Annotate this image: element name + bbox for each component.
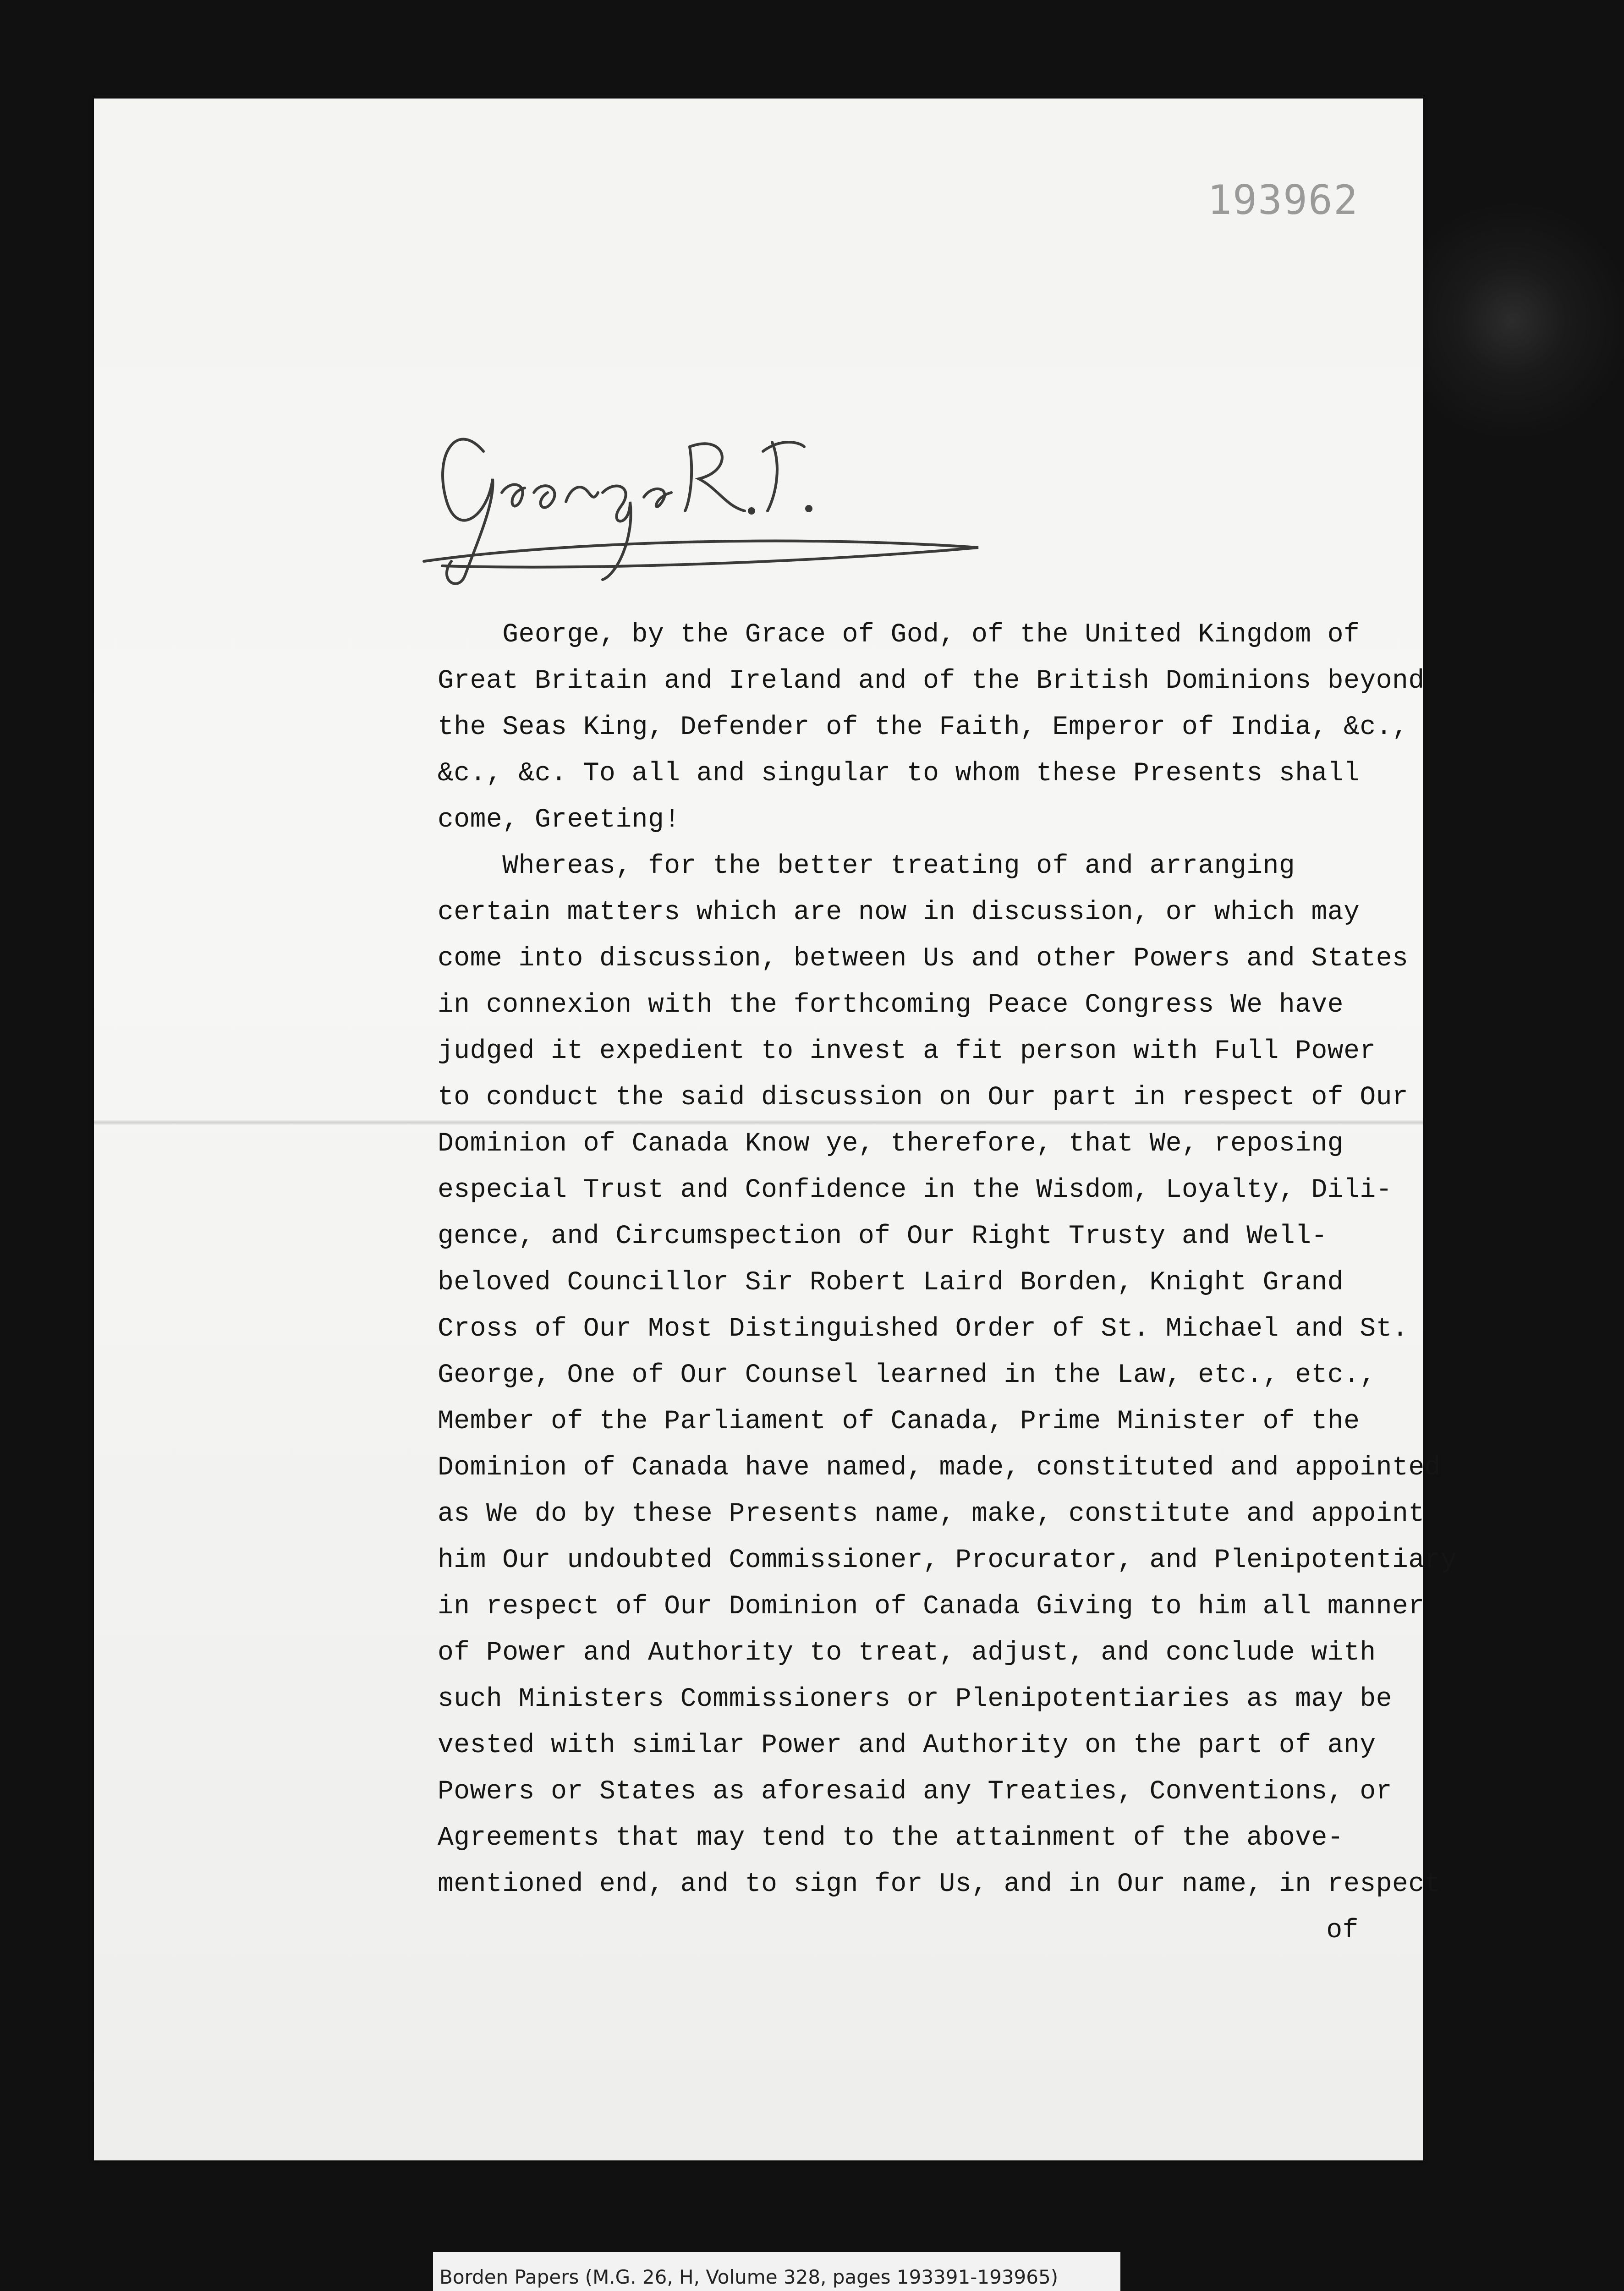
body-line: Whereas, for the better treating of and arranging [438, 851, 1295, 881]
document-page [94, 99, 1457, 2160]
body-line: Dominion of Canada have named, made, constituted and appointed [438, 1453, 1441, 1483]
catchword: of [1326, 1916, 1359, 1946]
body-line: mentioned end, and to sign for Us, and in Our name, in respect [438, 1869, 1441, 1899]
body-line: to conduct the said discussion on Our part in respect of Our [438, 1083, 1409, 1113]
body-line: come into discussion, between Us and other Powers and States [438, 944, 1409, 974]
body-line: him Our undoubted Commissioner, Procurator, and Plenipotentiary [438, 1546, 1457, 1575]
body-line: Cross of Our Most Distinguished Order of St. Michael and St. [438, 1314, 1409, 1344]
body-line: Dominion of Canada Know ye, therefore, that We, reposing [438, 1129, 1344, 1159]
body-line: as We do by these Presents name, make, constitute and appoint [438, 1499, 1425, 1529]
body-line: the Seas King, Defender of the Faith, Emperor of India, &c., [438, 713, 1409, 742]
body-line: Powers or States as aforesaid any Treaties, Conventions, or [438, 1777, 1393, 1807]
body-line: in respect of Our Dominion of Canada Giving to him all manner [438, 1592, 1425, 1622]
body-line: judged it expedient to invest a fit person with Full Power [438, 1036, 1376, 1066]
body-line: beloved Councillor Sir Robert Laird Borden, Knight Grand [438, 1268, 1344, 1298]
body-line: gence, and Circumspection of Our Right Trusty and Well- [438, 1222, 1328, 1251]
body-line: Agreements that may tend to the attainment of the above- [438, 1823, 1344, 1853]
proclamation-body [438, 612, 1457, 1954]
body-line: certain matters which are now in discussion, or which may [438, 898, 1360, 927]
folio-number: 193962 [1207, 176, 1359, 224]
archive-reference-label: Borden Papers (M.G. 26, H, Volume 328, pages 193391-193965) [433, 2252, 1120, 2291]
body-line: especial Trust and Confidence in the Wisdom, Loyalty, Dili- [438, 1175, 1393, 1205]
body-line: Member of the Parliament of Canada, Prime Minister of the [438, 1407, 1360, 1436]
body-line: come, Greeting! [438, 805, 680, 835]
body-line: of Power and Authority to treat, adjust, and conclude with [438, 1638, 1376, 1668]
body-line: &c., &c. To all and singular to whom these Presents shall [438, 759, 1360, 789]
royal-signature [415, 364, 1010, 603]
body-line: George, by the Grace of God, of the United Kingdom of [438, 620, 1360, 650]
body-line: George, One of Our Counsel learned in the Law, etc., etc., [438, 1360, 1376, 1390]
body-line: in connexion with the forthcoming Peace Congress We have [438, 990, 1344, 1020]
body-line: such Ministers Commissioners or Plenipotentiaries as may be [438, 1684, 1393, 1714]
body-line: Great Britain and Ireland and of the British Dominions beyond [438, 666, 1425, 696]
body-line: vested with similar Power and Authority on the part of any [438, 1731, 1376, 1760]
